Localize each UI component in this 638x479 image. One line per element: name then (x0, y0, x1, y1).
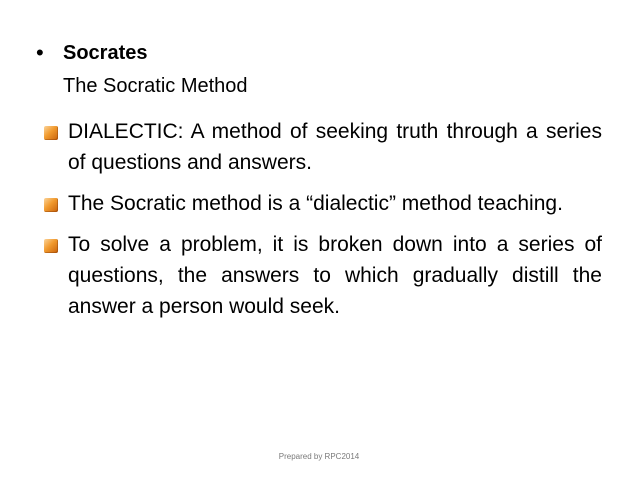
bullet-text: The Socratic method is a “dialectic” method teaching. (68, 192, 563, 215)
footer-credit: Prepared by RPC2014 (278, 452, 360, 461)
orange-square-bullet-icon (44, 198, 58, 212)
bullet-text: DIALECTIC: A method of seeking truth through a series of questions and answers. (68, 120, 602, 174)
slide-title: Socrates (63, 42, 148, 64)
bullet-text: To solve a problem, it is broken down into a series of questions, the answers to which gradually distill the answer a person would seek. (68, 233, 602, 318)
bullet-item (44, 229, 602, 322)
bullet-list (44, 116, 602, 332)
orange-square-bullet-icon (44, 239, 58, 253)
heading-bullet: • (36, 40, 44, 65)
orange-square-bullet-icon (44, 126, 58, 140)
bullet-item (44, 188, 602, 219)
bullet-item (44, 116, 602, 178)
slide-subtitle: The Socratic Method (63, 75, 248, 97)
